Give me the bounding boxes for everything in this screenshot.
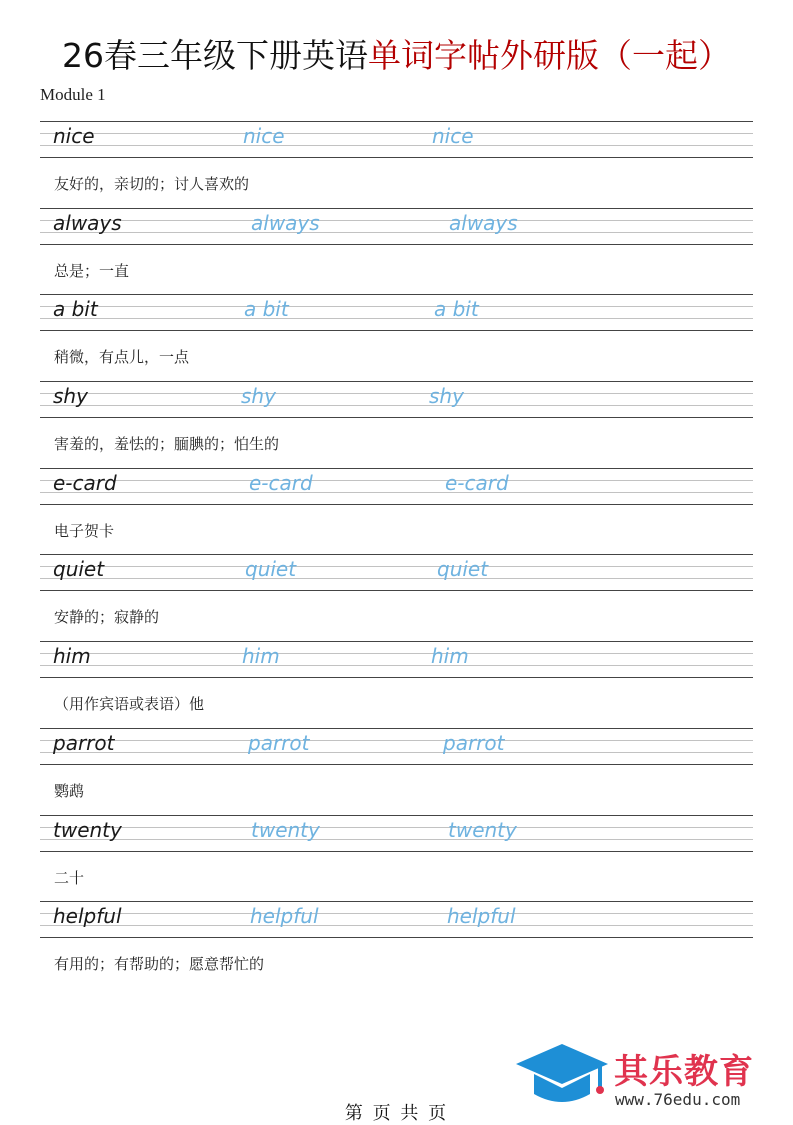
brand-logo (512, 1040, 787, 1115)
vocab-word: always (53, 210, 122, 235)
trace-word: shy (429, 384, 464, 409)
guide-line (40, 653, 753, 654)
guide-line (40, 815, 753, 816)
word-meaning: 有用的；有帮助的；愿意帮忙的 (54, 955, 265, 974)
guide-line (40, 764, 753, 765)
guide-line (40, 330, 753, 331)
vocab-word: shy (53, 384, 88, 409)
word-meaning: 安静的；寂静的 (54, 608, 160, 627)
guide-line (40, 913, 753, 914)
guide-line (40, 851, 753, 852)
brand-name: 其乐教育 (614, 1052, 754, 1092)
trace-word: parrot (248, 730, 310, 755)
trace-word: a bit (244, 297, 289, 322)
word-row (40, 208, 753, 295)
trace-word: always (449, 210, 518, 235)
writing-lines (40, 294, 753, 331)
writing-lines (40, 121, 753, 158)
word-meaning: 友好的，亲切的；讨人喜欢的 (54, 175, 250, 193)
guide-line (40, 728, 753, 729)
page-title (0, 30, 793, 77)
writing-lines (40, 728, 753, 765)
guide-line (40, 901, 753, 902)
word-row (40, 728, 753, 815)
writing-lines (40, 208, 753, 245)
brand-url: www.76edu.com (615, 1090, 741, 1109)
trace-word: e-card (249, 470, 313, 495)
guide-line (40, 208, 753, 209)
guide-line (40, 468, 753, 469)
trace-word: e-card (445, 470, 509, 495)
trace-word: twenty (251, 817, 320, 842)
vocab-word: nice (53, 124, 95, 148)
trace-word: nice (243, 124, 285, 148)
guide-line (40, 121, 753, 122)
guide-line (40, 381, 753, 382)
guide-line (40, 504, 753, 505)
word-meaning: 电子贺卡 (54, 521, 115, 540)
guide-line (40, 839, 753, 840)
guide-line (40, 393, 753, 394)
guide-line (40, 566, 753, 567)
trace-word: him (431, 644, 469, 669)
guide-line (40, 590, 753, 591)
vocab-word: twenty (53, 817, 122, 842)
word-meaning: 害羞的，羞怯的；腼腆的；怕生的 (54, 435, 280, 454)
word-row (40, 294, 753, 381)
guide-line (40, 554, 753, 555)
word-row (40, 901, 753, 988)
word-meaning: （用作宾语或表语）他 (54, 695, 205, 714)
word-meaning: 二十 (54, 868, 85, 887)
guide-line (40, 294, 753, 295)
graduation-cap-icon (512, 1042, 612, 1114)
guide-line (40, 740, 753, 741)
trace-word: quiet (245, 557, 297, 582)
writing-lines (40, 381, 753, 418)
vocab-word: parrot (53, 730, 115, 755)
vocab-word: e-card (53, 470, 117, 495)
guide-line (40, 318, 753, 319)
guide-line (40, 157, 753, 158)
word-row (40, 554, 753, 641)
guide-line (40, 417, 753, 418)
guide-line (40, 405, 753, 406)
word-meaning: 总是；一直 (54, 261, 130, 280)
writing-lines (40, 815, 753, 852)
word-meaning: 鹦鹉 (54, 781, 85, 800)
trace-word: twenty (448, 817, 517, 842)
word-row (40, 468, 753, 555)
word-list (40, 121, 753, 988)
module-heading: Module 1 (40, 85, 106, 104)
guide-line (40, 937, 753, 938)
vocab-word: him (53, 644, 91, 669)
trace-word: helpful (250, 904, 319, 929)
guide-line (40, 752, 753, 753)
vocab-word: helpful (53, 904, 122, 929)
trace-word: nice (432, 124, 474, 148)
vocab-word: quiet (53, 557, 105, 582)
trace-word: him (242, 644, 280, 669)
trace-word: shy (241, 384, 276, 409)
guide-line (40, 492, 753, 493)
word-meaning: 稍微，有点儿，一点 (54, 348, 190, 367)
trace-word: always (251, 210, 320, 235)
guide-line (40, 480, 753, 481)
guide-line (40, 133, 753, 134)
guide-line (40, 244, 753, 245)
word-row (40, 815, 753, 902)
page-footer: 第 页 共 页 (344, 1103, 449, 1124)
guide-line (40, 827, 753, 828)
guide-line (40, 220, 753, 221)
guide-line (40, 306, 753, 307)
trace-word: parrot (443, 730, 505, 755)
writing-lines (40, 554, 753, 591)
guide-line (40, 232, 753, 233)
guide-line (40, 145, 753, 146)
writing-lines (40, 641, 753, 678)
title-part-red: 单词字帖外研版（一起） (368, 36, 731, 75)
guide-line (40, 665, 753, 666)
guide-line (40, 677, 753, 678)
trace-word: a bit (434, 297, 479, 322)
word-row (40, 381, 753, 468)
writing-lines (40, 468, 753, 505)
guide-line (40, 578, 753, 579)
title-part-black: 26春三年级下册英语 (62, 36, 368, 75)
trace-word: helpful (447, 904, 516, 929)
trace-word: quiet (437, 557, 489, 582)
guide-line (40, 925, 753, 926)
guide-line (40, 641, 753, 642)
word-row (40, 641, 753, 728)
writing-lines (40, 901, 753, 938)
vocab-word: a bit (53, 297, 98, 322)
word-row (40, 121, 753, 208)
